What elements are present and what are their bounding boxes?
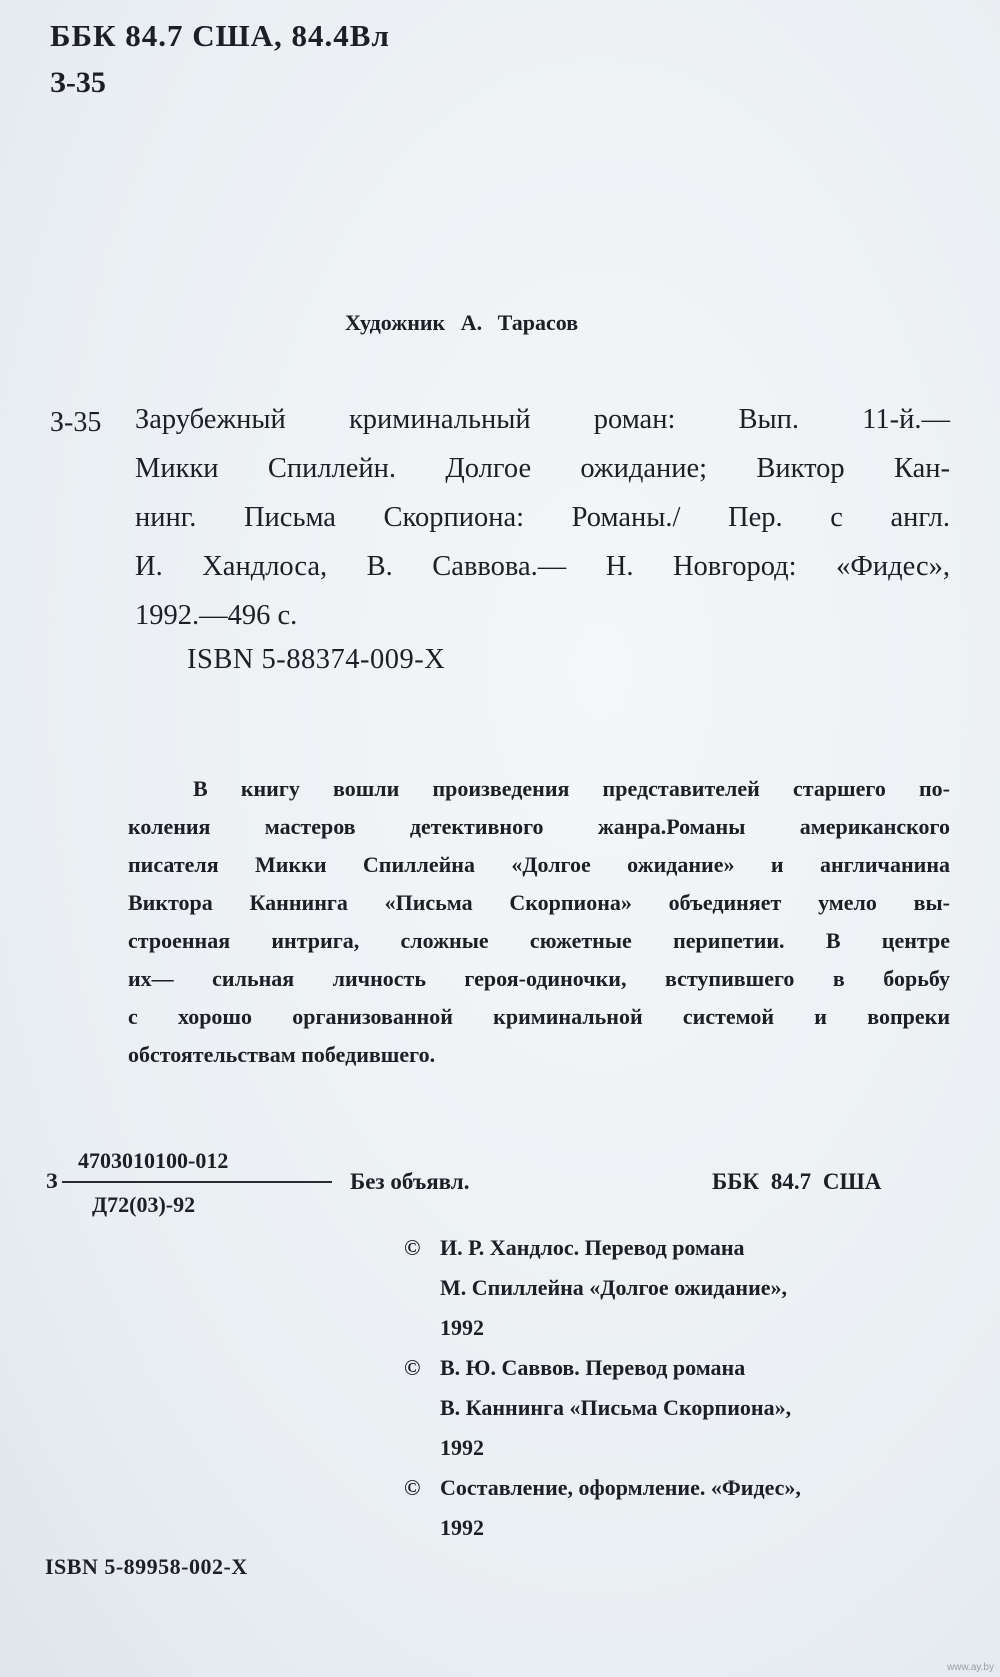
copyright-compilation xyxy=(404,1468,924,1548)
publishing-index-denominator: Д72(03)-92 xyxy=(92,1192,196,1217)
annotation xyxy=(128,770,950,1074)
copyright-translation-2 xyxy=(404,1348,924,1468)
biblio-line: Зарубежный криминальный роман: Вып. 11-й.— xyxy=(135,404,950,435)
no-announcement-note: Без объявл. xyxy=(350,1169,470,1194)
annotation-line: В книгу вошли произведения представителей старшего по- xyxy=(193,776,950,801)
publishing-index-numerator: 4703010100-012 xyxy=(78,1148,229,1173)
copyright-symbol: © xyxy=(404,1475,421,1500)
copyright-line: 1992 xyxy=(440,1515,484,1540)
artist-credit: Художник А. Тарасов xyxy=(345,310,579,335)
copyright-translation-1 xyxy=(404,1228,924,1348)
bbk-classification-footer: ББК 84.7 США xyxy=(712,1169,882,1194)
annotation-line: их— сильная личность героя-одиночки, вступившего в борьбу xyxy=(128,966,950,991)
isbn-main: ISBN 5-88374-009-Х xyxy=(187,644,446,675)
bibliographic-record xyxy=(135,395,950,640)
copyright-line: 1992 xyxy=(440,1315,484,1340)
publishing-index-letter: З xyxy=(46,1168,58,1193)
annotation-line: обстоятельствам победившего. xyxy=(128,1042,436,1067)
biblio-line: нинг. Письма Скорпиона: Романы./ Пер. с англ. xyxy=(135,502,950,533)
copyright-symbol: © xyxy=(404,1355,421,1380)
biblio-line: Микки Спиллейн. Долгое ожидание; Виктор Кан- xyxy=(135,453,950,484)
copyright-line: М. Спиллейна «Долгое ожидание», xyxy=(440,1275,788,1300)
annotation-line: Виктора Каннинга «Письма Скорпиона» объединяет умело вы- xyxy=(128,890,950,915)
biblio-line: 1992.—496 с. xyxy=(135,600,298,631)
annotation-line: коления мастеров детективного жанра.Романы американского xyxy=(128,814,950,839)
isbn-series: ISBN 5-89958-002-Х xyxy=(45,1554,248,1579)
watermark: www.ay.by xyxy=(946,1662,994,1673)
copyright-line: И. Р. Хандлос. Перевод романа xyxy=(440,1235,745,1260)
copyright-line: Составление, оформление. «Фидес», xyxy=(440,1475,801,1500)
bbk-classification-header: ББК 84.7 США, 84.4Вл xyxy=(50,18,390,53)
annotation-line: строенная интрига, сложные сюжетные перипетии. В центре xyxy=(128,928,950,953)
annotation-line: с хорошо организованной криминальной системой и вопреки xyxy=(128,1004,950,1029)
publishing-index-rule xyxy=(62,1181,332,1183)
copyright-symbol: © xyxy=(404,1235,421,1260)
copyright-line: 1992 xyxy=(440,1435,484,1460)
biblio-author-sign: З-35 xyxy=(50,407,102,438)
copyright-line: В. Каннинга «Письма Скорпиона», xyxy=(440,1395,792,1420)
author-sign-header: З-35 xyxy=(50,66,106,99)
annotation-line: писателя Микки Спиллейна «Долгое ожидание» и англичанина xyxy=(128,852,950,877)
biblio-line: И. Хандлоса, В. Саввова.— Н. Новгород: «Фидес», xyxy=(135,551,950,582)
copyright-line: В. Ю. Саввов. Перевод романа xyxy=(440,1355,746,1380)
